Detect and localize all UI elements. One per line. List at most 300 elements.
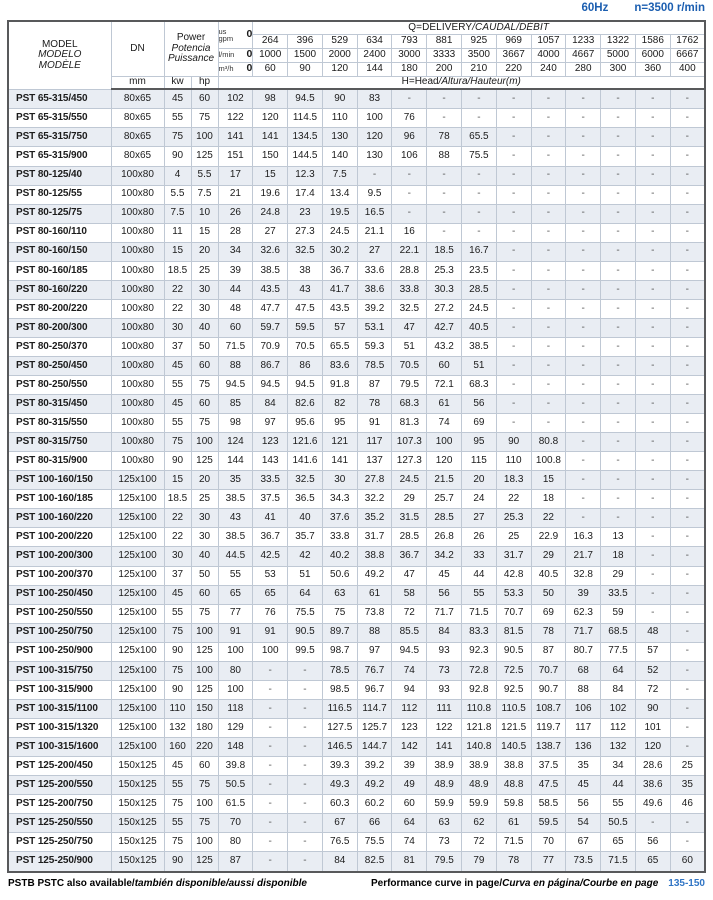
head-value-cell: 60.3	[322, 795, 357, 814]
hp-cell: 75	[191, 814, 218, 833]
head-value-cell: 78	[531, 623, 566, 642]
head-value-cell: 18.5	[427, 242, 462, 261]
head-value-cell: 83.3	[461, 623, 496, 642]
hp-cell: 60	[191, 585, 218, 604]
kw-cell: 132	[164, 718, 191, 737]
kw-cell: 75	[164, 128, 191, 147]
availability-note: PSTB PSTC also available/también disponible/aussi disponible	[8, 878, 307, 889]
delivery-title: Q=DELIVERY/CAUDAL/DÉBIT	[253, 21, 705, 34]
head-value-cell: 40.2	[322, 547, 357, 566]
head-value-cell: 25	[496, 528, 531, 547]
head-value-cell: -	[670, 337, 705, 356]
head-value-cell: -	[670, 414, 705, 433]
hp-cell: 20	[191, 471, 218, 490]
head-value-cell: 120	[635, 737, 670, 756]
head-value-cell: 125.7	[357, 718, 392, 737]
hp-cell: 75	[191, 414, 218, 433]
head-value-cell: 144.5	[288, 147, 323, 166]
model-cell: PST 80-250/550	[8, 376, 111, 395]
head-value-cell: 71.7	[427, 604, 462, 623]
head-value-cell: -	[566, 395, 601, 414]
head-value-cell: 34	[218, 242, 253, 261]
dn-cell: 100x80	[111, 204, 164, 223]
head-value-cell: 43.5	[322, 299, 357, 318]
head-value-cell: -	[670, 395, 705, 414]
table-row	[8, 585, 705, 604]
head-value-cell: 33.8	[322, 528, 357, 547]
hp-cell: 30	[191, 528, 218, 547]
kw-cell: 18.5	[164, 490, 191, 509]
dn-cell: 125x100	[111, 680, 164, 699]
head-value-cell: 110.5	[496, 699, 531, 718]
head-value-cell: 115	[461, 452, 496, 471]
head-value-cell: 121.6	[288, 433, 323, 452]
dn-cell: 100x80	[111, 452, 164, 471]
head-value-cell: 33.5	[253, 471, 288, 490]
head-value-cell: -	[566, 204, 601, 223]
dn-cell: 150x125	[111, 852, 164, 872]
head-value-cell: -	[288, 833, 323, 852]
head-value-cell: 63	[427, 814, 462, 833]
flow-value-usgpm: 529	[322, 34, 357, 48]
hp-cell: 25	[191, 261, 218, 280]
head-value-cell: 25.7	[427, 490, 462, 509]
flow-value-lmin: 6667	[670, 48, 705, 62]
head-value-cell: 47	[392, 566, 427, 585]
flow-value-lmin: 1500	[288, 48, 323, 62]
head-value-cell: 16.5	[357, 204, 392, 223]
head-value-cell: -	[566, 490, 601, 509]
table-row	[8, 661, 705, 680]
head-value-cell: 87	[531, 642, 566, 661]
head-value-cell: 9.5	[357, 185, 392, 204]
kw-cell: 55	[164, 814, 191, 833]
head-value-cell: 94.5	[392, 642, 427, 661]
dn-column-header: DN	[111, 21, 164, 76]
head-value-cell: -	[601, 280, 636, 299]
head-value-cell: 59.9	[461, 795, 496, 814]
flow-value-lmin: 1000	[253, 48, 288, 62]
head-value-cell: 60.2	[357, 795, 392, 814]
kw-cell: 75	[164, 795, 191, 814]
head-value-cell: -	[635, 337, 670, 356]
us-gpm-label: us gpm	[218, 26, 234, 43]
head-value-cell: 55	[601, 795, 636, 814]
head-value-cell: 24.5	[322, 223, 357, 242]
head-value-cell: 19.5	[322, 204, 357, 223]
head-value-cell: 58.5	[531, 795, 566, 814]
head-value-cell: -	[635, 166, 670, 185]
head-value-cell: 71.7	[566, 623, 601, 642]
head-value-cell: -	[496, 299, 531, 318]
head-value-cell: 72.1	[427, 376, 462, 395]
table-row	[8, 89, 705, 109]
head-value-cell: 59.8	[496, 795, 531, 814]
head-value-cell: 33.8	[392, 280, 427, 299]
hp-cell: 40	[191, 318, 218, 337]
head-value-cell: 16	[392, 223, 427, 242]
head-value-cell: -	[288, 718, 323, 737]
head-value-cell: -	[531, 109, 566, 128]
flow-value-usgpm: 969	[496, 34, 531, 48]
head-value-cell: -	[601, 337, 636, 356]
kw-cell: 45	[164, 89, 191, 109]
head-value-cell: 30.2	[322, 242, 357, 261]
power-unit-hp: hp	[191, 76, 218, 89]
head-value-cell: 33.6	[357, 261, 392, 280]
head-value-cell: -	[601, 318, 636, 337]
head-value-cell: 117	[566, 718, 601, 737]
head-value-cell: 76.5	[322, 833, 357, 852]
head-value-cell: 140.5	[496, 737, 531, 756]
head-value-cell: 80.8	[531, 433, 566, 452]
head-value-cell: 90.7	[531, 680, 566, 699]
head-value-cell: -	[566, 185, 601, 204]
head-value-cell: 65.5	[461, 128, 496, 147]
head-value-cell: 83	[357, 89, 392, 109]
head-value-cell: 98	[218, 414, 253, 433]
head-value-cell: 86	[288, 356, 323, 375]
head-value-cell: -	[531, 204, 566, 223]
hp-cell: 60	[191, 395, 218, 414]
head-value-cell: 50.5	[601, 814, 636, 833]
head-value-cell: 88	[218, 356, 253, 375]
model-cell: PST 80-315/900	[8, 452, 111, 471]
head-value-cell: 36.7	[253, 528, 288, 547]
us-gpm-unit-cell	[218, 21, 253, 48]
head-value-cell: 144	[218, 452, 253, 471]
head-value-cell: 21	[218, 185, 253, 204]
head-value-cell: 64	[288, 585, 323, 604]
table-row	[8, 833, 705, 852]
flow-value-lmin: 3500	[461, 48, 496, 62]
table-row	[8, 852, 705, 872]
head-value-cell: 35.2	[357, 509, 392, 528]
power-column-header	[164, 21, 218, 76]
head-value-cell: 120	[357, 128, 392, 147]
head-value-cell: 79.5	[392, 376, 427, 395]
hp-cell: 100	[191, 795, 218, 814]
kw-cell: 18.5	[164, 261, 191, 280]
head-value-cell: 56	[566, 795, 601, 814]
head-value-cell: 122	[218, 109, 253, 128]
power-unit-kw: kw	[164, 76, 191, 89]
head-value-cell: -	[670, 585, 705, 604]
head-value-cell: -	[635, 585, 670, 604]
dn-cell: 150x125	[111, 795, 164, 814]
flow-value-m3h: 60	[253, 62, 288, 76]
head-value-cell: 116.5	[322, 699, 357, 718]
head-value-cell: 112	[392, 699, 427, 718]
kw-cell: 75	[164, 433, 191, 452]
head-value-cell: 78	[357, 395, 392, 414]
head-value-cell: 91	[357, 414, 392, 433]
flow-value-usgpm: 881	[427, 34, 462, 48]
head-value-cell: 70.9	[253, 337, 288, 356]
head-value-cell: -	[461, 89, 496, 109]
head-value-cell: -	[253, 795, 288, 814]
head-value-cell: 68	[566, 661, 601, 680]
head-value-cell: 38	[288, 261, 323, 280]
head-value-cell: -	[670, 661, 705, 680]
head-value-cell: -	[427, 204, 462, 223]
kw-cell: 90	[164, 642, 191, 661]
table-row	[8, 452, 705, 471]
head-value-cell: 38.5	[218, 490, 253, 509]
head-value-cell: -	[601, 356, 636, 375]
head-value-cell: 85.5	[392, 623, 427, 642]
head-value-cell: -	[427, 223, 462, 242]
table-row	[8, 166, 705, 185]
head-value-cell: -	[288, 661, 323, 680]
head-value-cell: 98.7	[322, 642, 357, 661]
head-value-cell: -	[635, 528, 670, 547]
head-value-cell: -	[601, 204, 636, 223]
head-value-cell: 38.8	[357, 547, 392, 566]
head-value-cell: 78.5	[357, 356, 392, 375]
head-value-cell: -	[566, 452, 601, 471]
table-row	[8, 699, 705, 718]
head-value-cell: -	[635, 414, 670, 433]
head-value-cell: 127.3	[392, 452, 427, 471]
head-value-cell: -	[601, 242, 636, 261]
head-value-cell: -	[427, 109, 462, 128]
head-value-cell: 79.5	[427, 852, 462, 872]
dn-cell: 125x100	[111, 604, 164, 623]
head-value-cell: 75	[322, 604, 357, 623]
head-value-cell: 75.5	[288, 604, 323, 623]
model-cell: PST 100-315/1600	[8, 737, 111, 756]
flow-value-m3h: 360	[635, 62, 670, 76]
head-value-cell: 53.3	[496, 585, 531, 604]
head-value-cell: -	[427, 89, 462, 109]
head-value-cell: 73.8	[357, 604, 392, 623]
head-value-cell: 31.7	[357, 528, 392, 547]
head-value-cell: 22	[496, 490, 531, 509]
table-row	[8, 433, 705, 452]
dn-cell: 80x65	[111, 109, 164, 128]
head-value-cell: 61	[496, 814, 531, 833]
head-value-cell: 46	[670, 795, 705, 814]
head-value-cell: -	[566, 376, 601, 395]
head-value-cell: -	[531, 376, 566, 395]
table-row	[8, 642, 705, 661]
head-value-cell: 38.9	[427, 756, 462, 775]
dn-cell: 80x65	[111, 89, 164, 109]
head-value-cell: 81.5	[496, 623, 531, 642]
head-value-cell: -	[635, 471, 670, 490]
head-value-cell: -	[496, 109, 531, 128]
hp-cell: 75	[191, 776, 218, 795]
head-value-cell: 137	[357, 452, 392, 471]
dn-cell: 100x80	[111, 414, 164, 433]
head-value-cell: 74	[427, 414, 462, 433]
head-value-cell: -	[461, 204, 496, 223]
table-header	[8, 21, 705, 89]
dn-cell: 150x125	[111, 756, 164, 775]
head-value-cell: -	[670, 299, 705, 318]
head-value-cell: -	[357, 166, 392, 185]
head-value-cell: -	[566, 128, 601, 147]
head-value-cell: -	[635, 128, 670, 147]
flow-value-m3h: 200	[427, 62, 462, 76]
head-value-cell: -	[253, 680, 288, 699]
model-cell: PST 100-160/220	[8, 509, 111, 528]
head-value-cell: 28.5	[392, 528, 427, 547]
head-value-cell: 130	[357, 147, 392, 166]
head-value-cell: 38.5	[461, 337, 496, 356]
head-value-cell: -	[670, 109, 705, 128]
head-value-cell: -	[531, 414, 566, 433]
model-cell: PST 80-125/40	[8, 166, 111, 185]
head-value-cell: -	[670, 89, 705, 109]
head-value-cell: -	[635, 509, 670, 528]
head-value-cell: 27.3	[288, 223, 323, 242]
table-row	[8, 356, 705, 375]
flow-value-usgpm: 1322	[601, 34, 636, 48]
head-value-cell: 91	[218, 623, 253, 642]
head-value-cell: 42.5	[253, 547, 288, 566]
dn-cell: 125x100	[111, 623, 164, 642]
head-value-cell: 21.1	[357, 223, 392, 242]
head-value-cell: 43.5	[253, 280, 288, 299]
head-value-cell: 84	[322, 852, 357, 872]
flow-value-lmin: 4667	[566, 48, 601, 62]
head-value-cell: 79	[461, 852, 496, 872]
head-value-cell: 36.7	[322, 261, 357, 280]
head-value-cell: 89.7	[322, 623, 357, 642]
kw-cell: 45	[164, 756, 191, 775]
head-value-cell: 32.2	[357, 490, 392, 509]
table-row	[8, 471, 705, 490]
head-value-cell: -	[288, 852, 323, 872]
head-value-cell: -	[392, 185, 427, 204]
model-cell: PST 125-200/550	[8, 776, 111, 795]
kw-cell: 37	[164, 337, 191, 356]
head-value-cell: -	[496, 185, 531, 204]
model-cell: PST 80-200/300	[8, 318, 111, 337]
head-value-cell: 142	[392, 737, 427, 756]
kw-cell: 45	[164, 356, 191, 375]
head-value-cell: -	[253, 737, 288, 756]
head-value-cell: 56	[461, 395, 496, 414]
head-value-cell: -	[670, 642, 705, 661]
hp-cell: 10	[191, 204, 218, 223]
model-cell: PST 100-250/900	[8, 642, 111, 661]
hp-cell: 100	[191, 833, 218, 852]
power-header-en: Power	[176, 32, 206, 43]
head-value-cell: -	[566, 242, 601, 261]
head-value-cell: -	[601, 109, 636, 128]
dn-cell: 100x80	[111, 280, 164, 299]
head-value-cell: 59.9	[427, 795, 462, 814]
head-value-cell: 71.5	[496, 833, 531, 852]
hp-cell: 100	[191, 623, 218, 642]
head-value-cell: -	[253, 776, 288, 795]
head-value-cell: 47.7	[253, 299, 288, 318]
flow-value-usgpm: 1057	[531, 34, 566, 48]
dn-cell: 100x80	[111, 337, 164, 356]
flow-value-lmin: 5000	[601, 48, 636, 62]
head-value-cell: -	[253, 833, 288, 852]
hp-cell: 60	[191, 356, 218, 375]
flow-value-m3h: 220	[496, 62, 531, 76]
head-value-cell: 130	[322, 128, 357, 147]
head-value-cell: 24.8	[253, 204, 288, 223]
head-value-cell: 17	[218, 166, 253, 185]
head-value-cell: 94.5	[288, 376, 323, 395]
head-value-cell: 67	[322, 814, 357, 833]
hp-cell: 60	[191, 756, 218, 775]
head-value-cell: -	[566, 89, 601, 109]
head-value-cell: 54	[566, 814, 601, 833]
head-value-cell: 127.5	[322, 718, 357, 737]
head-value-cell: 92.8	[461, 680, 496, 699]
hp-cell: 100	[191, 433, 218, 452]
head-value-cell: 94.5	[218, 376, 253, 395]
head-value-cell: 32.6	[253, 242, 288, 261]
head-value-cell: -	[566, 318, 601, 337]
head-value-cell: 21.5	[427, 471, 462, 490]
kw-cell: 37	[164, 566, 191, 585]
head-value-cell: -	[670, 185, 705, 204]
head-value-cell: 57	[635, 642, 670, 661]
model-cell: PST 80-160/110	[8, 223, 111, 242]
dn-cell: 150x125	[111, 833, 164, 852]
head-value-cell: 43	[218, 509, 253, 528]
kw-cell: 15	[164, 471, 191, 490]
head-value-cell: 112	[601, 718, 636, 737]
head-value-cell: -	[635, 280, 670, 299]
table-row	[8, 280, 705, 299]
head-value-cell: -	[496, 395, 531, 414]
head-value-cell: 38.6	[635, 776, 670, 795]
lmin-unit-cell	[218, 48, 253, 62]
head-value-cell: -	[566, 299, 601, 318]
head-value-cell: -	[427, 185, 462, 204]
head-value-cell: -	[531, 261, 566, 280]
head-value-cell: 26	[461, 528, 496, 547]
head-value-cell: 32.5	[392, 299, 427, 318]
head-value-cell: 123	[392, 718, 427, 737]
head-value-cell: 40.5	[461, 318, 496, 337]
head-value-cell: 38.8	[496, 756, 531, 775]
table-row	[8, 128, 705, 147]
kw-cell: 75	[164, 661, 191, 680]
kw-cell: 5.5	[164, 185, 191, 204]
performance-table	[7, 20, 706, 873]
model-cell: PST 125-250/750	[8, 833, 111, 852]
head-value-cell: -	[635, 109, 670, 128]
head-value-cell: 90	[496, 433, 531, 452]
kw-cell: 22	[164, 280, 191, 299]
flow-value-usgpm: 793	[392, 34, 427, 48]
head-value-cell: 55	[461, 585, 496, 604]
head-value-cell: -	[670, 490, 705, 509]
head-value-cell: -	[635, 490, 670, 509]
head-value-cell: 28	[218, 223, 253, 242]
head-value-cell: 81.3	[392, 414, 427, 433]
head-value-cell: 72	[392, 604, 427, 623]
head-value-cell: 51	[392, 337, 427, 356]
head-value-cell: -	[635, 318, 670, 337]
dn-cell: 125x100	[111, 661, 164, 680]
head-value-cell: 76	[253, 604, 288, 623]
head-value-cell: 32.8	[566, 566, 601, 585]
head-value-cell: 24	[461, 490, 496, 509]
head-value-cell: 49.6	[635, 795, 670, 814]
head-value-cell: 44	[461, 566, 496, 585]
